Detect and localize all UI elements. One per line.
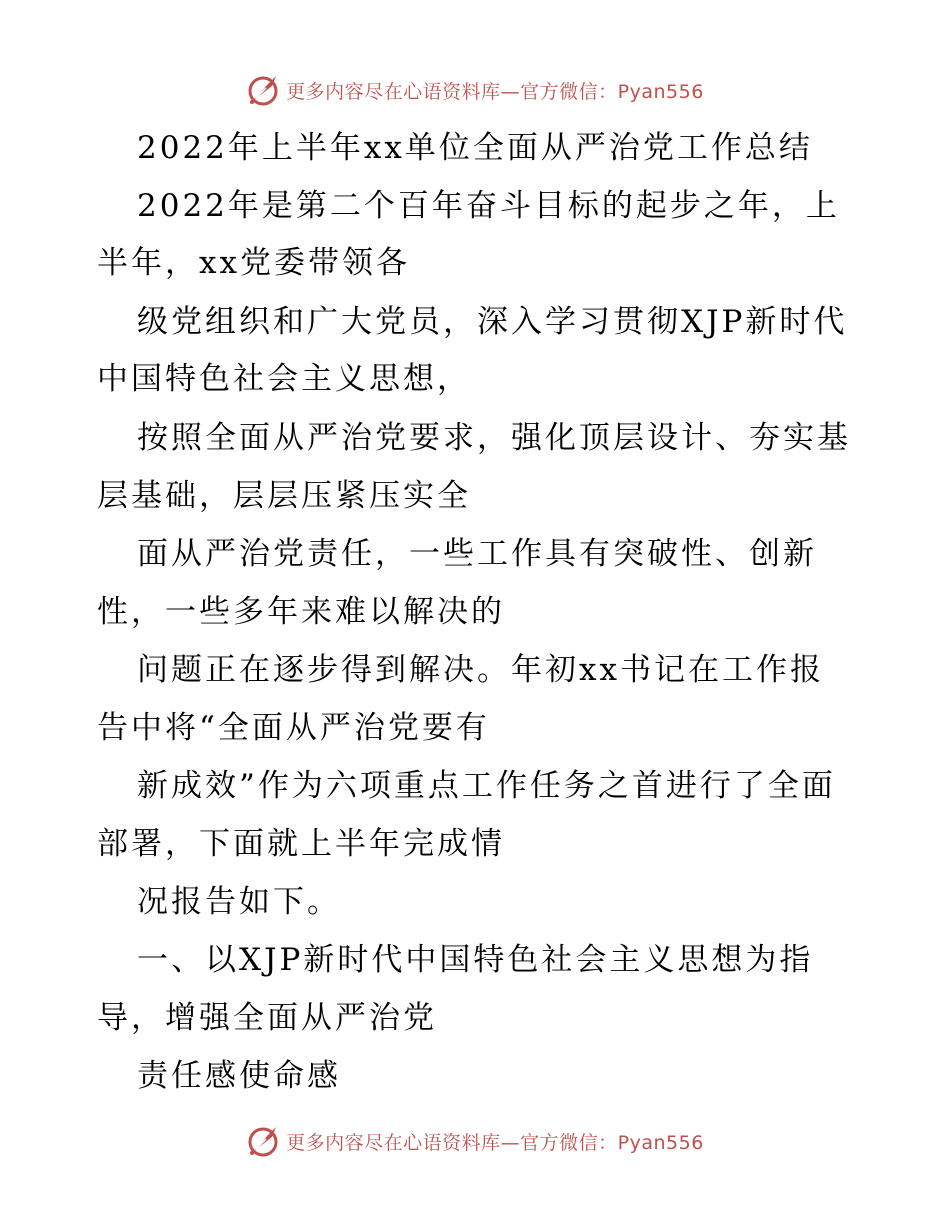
document-title: 2022年上半年xx单位全面从严治党工作总结 xyxy=(137,130,813,166)
section-heading-line: 责任感使命感 xyxy=(137,1058,341,1094)
section-heading: 一、以XJP新时代中国特色社会主义思想为指 xyxy=(137,942,814,978)
paragraph-line: 中国特色社会主义思想， xyxy=(97,361,471,397)
header-watermark xyxy=(0,70,950,110)
quill-logo-icon xyxy=(246,72,282,108)
paragraph-line: 级党组织和广大党员，深入学习贯彻XJP新时代 xyxy=(137,304,848,340)
paragraph-line: 按照全面从严治党要求，强化顶层设计、夯实基 xyxy=(137,420,851,456)
quill-logo-icon xyxy=(246,1123,282,1159)
watermark-text: 更多内容尽在心语资料库—官方微信：Pyan556 xyxy=(286,1131,704,1154)
paragraph-line: 部署，下面就上半年完成情 xyxy=(97,826,505,862)
paragraph-line: 面从严治党责任，一些工作具有突破性、创新 xyxy=(137,536,817,572)
watermark-text: 更多内容尽在心语资料库—官方微信：Pyan556 xyxy=(286,80,704,103)
section-heading-line: 导，增强全面从严治党 xyxy=(97,1000,437,1036)
paragraph-line: 性，一些多年来难以解决的 xyxy=(97,594,505,630)
paragraph-line: 新成效”作为六项重点工作任务之首进行了全面 xyxy=(137,768,836,804)
paragraph-line: 问题正在逐步得到解决。年初xx书记在工作报 xyxy=(137,652,824,688)
paragraph-line: 半年，xx党委带领各 xyxy=(97,245,410,281)
paragraph-line: 2022年是第二个百年奋斗目标的起步之年，上 xyxy=(137,188,840,224)
paragraph-line: 告中将“全面从严治党要有 xyxy=(97,710,490,746)
paragraph-line: 层基础，层层压紧压实全 xyxy=(97,478,471,514)
footer-watermark xyxy=(0,1121,950,1161)
paragraph-line: 况报告如下。 xyxy=(137,884,341,920)
